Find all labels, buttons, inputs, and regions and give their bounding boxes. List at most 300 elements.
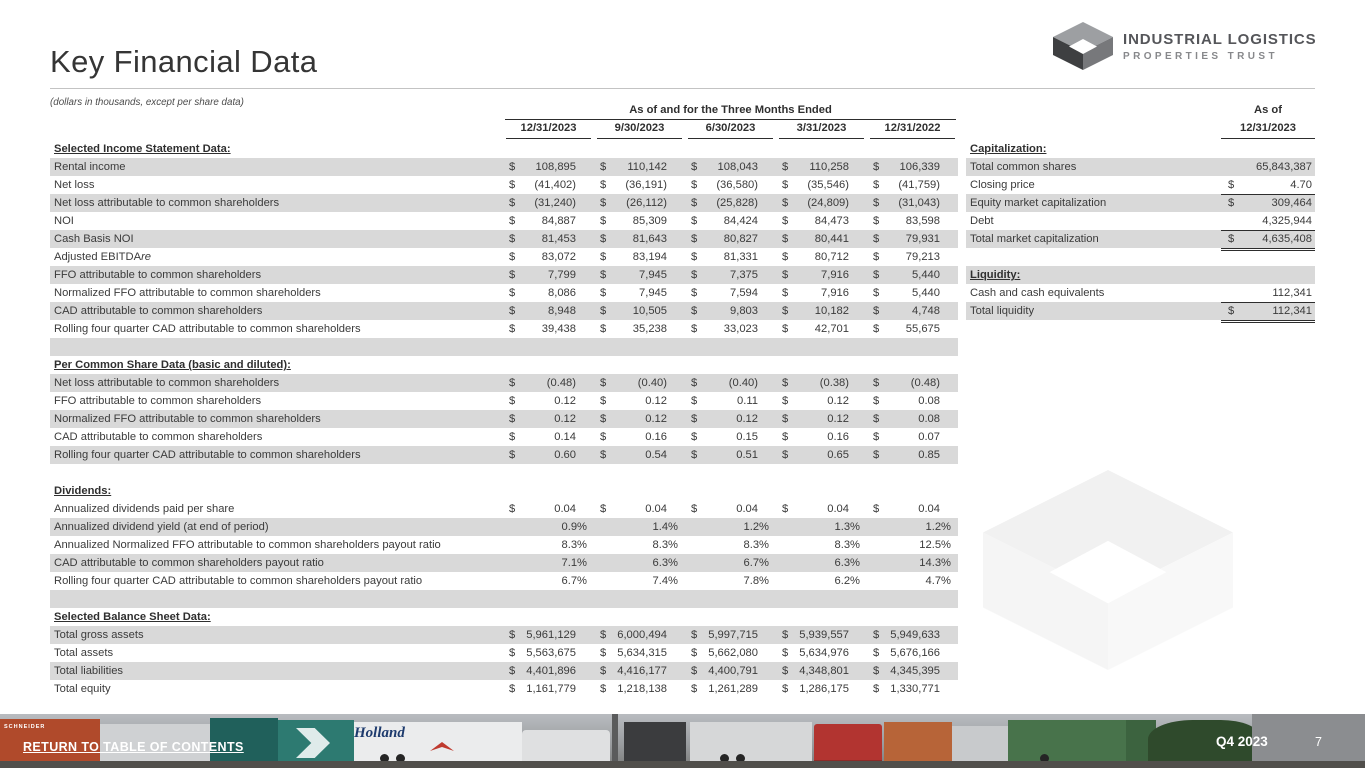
table-row bbox=[50, 626, 958, 644]
section-title: Dividends: bbox=[54, 485, 112, 497]
value: (36,580) bbox=[716, 179, 758, 191]
value-cell bbox=[685, 500, 776, 518]
dollar-sign: $ bbox=[509, 503, 516, 515]
value-cell bbox=[685, 572, 776, 590]
value-cell bbox=[867, 302, 958, 320]
value: 33,023 bbox=[723, 323, 758, 335]
value-cell bbox=[594, 626, 685, 644]
row-label: Rolling four quarter CAD attributable to common shareholders bbox=[54, 449, 361, 461]
value: (31,240) bbox=[534, 197, 576, 209]
row-label: Adjusted EBITDAre bbox=[54, 251, 152, 263]
value-cell bbox=[503, 518, 594, 536]
column-header: 3/31/2023 bbox=[779, 120, 864, 139]
value: 6.7% bbox=[743, 557, 769, 569]
logo-line1: INDUSTRIAL LOGISTICS bbox=[1123, 30, 1317, 48]
value: 6,000,494 bbox=[617, 629, 667, 641]
value: 5,939,557 bbox=[799, 629, 849, 641]
dollar-sign: $ bbox=[600, 665, 607, 677]
value-cell bbox=[594, 662, 685, 680]
value-cell bbox=[867, 518, 958, 536]
dollar-sign: $ bbox=[873, 215, 880, 227]
dollar-sign: $ bbox=[691, 251, 698, 263]
table-row bbox=[50, 374, 958, 392]
value-cell bbox=[867, 536, 958, 554]
value-cell bbox=[867, 500, 958, 518]
return-to-toc-link[interactable]: RETURN TO TABLE OF CONTENTS bbox=[23, 740, 244, 754]
schneider-brand-text: SCHNEIDER bbox=[4, 724, 46, 730]
value-cell bbox=[776, 212, 867, 230]
dollar-sign: $ bbox=[600, 233, 607, 245]
dollar-sign: $ bbox=[600, 161, 607, 173]
row-label: Rental income bbox=[54, 161, 126, 173]
value-cell bbox=[503, 680, 594, 698]
section-header-row bbox=[50, 482, 958, 500]
value: 0.04 bbox=[645, 503, 667, 515]
table-period-header: As of and for the Three Months Ended bbox=[505, 103, 956, 120]
dollar-sign: $ bbox=[873, 197, 880, 209]
value-cell bbox=[594, 572, 685, 590]
value-cell bbox=[685, 266, 776, 284]
value: 8.3% bbox=[834, 539, 860, 551]
dollar-sign: $ bbox=[782, 629, 789, 641]
value-cell bbox=[867, 266, 958, 284]
table-body bbox=[50, 140, 958, 698]
value-cell bbox=[503, 212, 594, 230]
row-label: Total gross assets bbox=[54, 629, 144, 641]
photo-building-right bbox=[1252, 714, 1365, 768]
value-cell bbox=[594, 320, 685, 338]
value-cell bbox=[776, 500, 867, 518]
dollar-sign: $ bbox=[691, 197, 698, 209]
value: 108,043 bbox=[717, 161, 758, 173]
value-cell bbox=[867, 212, 958, 230]
dollar-sign: $ bbox=[509, 305, 516, 317]
value: 1.2% bbox=[743, 521, 769, 533]
value: 5,997,715 bbox=[708, 629, 758, 641]
column-header: 9/30/2023 bbox=[597, 120, 682, 139]
value-cell bbox=[503, 500, 594, 518]
dollar-sign: $ bbox=[691, 683, 698, 695]
dollar-sign: $ bbox=[782, 665, 789, 677]
as-of-header bbox=[1221, 103, 1315, 139]
dollar-sign: $ bbox=[873, 665, 880, 677]
dollar-sign: $ bbox=[691, 215, 698, 227]
value-cell bbox=[867, 446, 958, 464]
dollar-sign: $ bbox=[1228, 179, 1235, 191]
section-header-row bbox=[966, 140, 1315, 158]
dollar-sign: $ bbox=[873, 413, 880, 425]
dollar-sign: $ bbox=[782, 161, 789, 173]
value: 0.12 bbox=[554, 395, 576, 407]
value-cell bbox=[776, 554, 867, 572]
value: 7,594 bbox=[730, 287, 758, 299]
value-cell bbox=[685, 626, 776, 644]
value: 1,218,138 bbox=[617, 683, 667, 695]
dollar-sign: $ bbox=[600, 395, 607, 407]
value-cell bbox=[685, 284, 776, 302]
value: 8.3% bbox=[561, 539, 587, 551]
value: 6.3% bbox=[652, 557, 678, 569]
value-cell bbox=[685, 536, 776, 554]
row-label: Total equity bbox=[54, 683, 111, 695]
value-cell bbox=[685, 248, 776, 266]
value: 112,341 bbox=[1272, 287, 1312, 299]
dollar-sign: $ bbox=[509, 683, 516, 695]
section-header-row bbox=[50, 356, 958, 374]
row-label: Net loss attributable to common shareholders bbox=[54, 377, 280, 389]
value: 4,348,801 bbox=[799, 665, 849, 677]
value-cell bbox=[503, 554, 594, 572]
value-cell bbox=[776, 644, 867, 662]
dollar-sign: $ bbox=[691, 629, 698, 641]
dollar-sign: $ bbox=[873, 287, 880, 299]
table-row bbox=[50, 230, 958, 248]
dollar-sign: $ bbox=[509, 233, 516, 245]
section-title: Capitalization: bbox=[970, 143, 1047, 155]
value: 5,662,080 bbox=[708, 647, 758, 659]
dollar-sign: $ bbox=[873, 269, 880, 281]
value-cell bbox=[594, 212, 685, 230]
value-cell bbox=[594, 536, 685, 554]
dollar-sign: $ bbox=[600, 179, 607, 191]
dollar-sign: $ bbox=[873, 323, 880, 335]
row-label: Equity market capitalization bbox=[970, 197, 1107, 209]
value: 81,453 bbox=[541, 233, 576, 245]
value-cell bbox=[867, 392, 958, 410]
value: 5,440 bbox=[912, 287, 940, 299]
value: 8.3% bbox=[743, 539, 769, 551]
value-cell bbox=[503, 428, 594, 446]
value: 85,309 bbox=[632, 215, 667, 227]
value: 5,961,129 bbox=[526, 629, 576, 641]
value-cell bbox=[685, 410, 776, 428]
table-row bbox=[50, 410, 958, 428]
value: 81,331 bbox=[723, 251, 758, 263]
dollar-sign: $ bbox=[600, 323, 607, 335]
value-cell bbox=[594, 266, 685, 284]
value: 0.04 bbox=[827, 503, 849, 515]
dollar-sign: $ bbox=[691, 449, 698, 461]
value: 4.7% bbox=[925, 575, 951, 587]
value: (25,828) bbox=[716, 197, 758, 209]
value-cell bbox=[503, 320, 594, 338]
column-header: 12/31/2022 bbox=[870, 120, 955, 139]
units-note: (dollars in thousands, except per share data) bbox=[50, 97, 244, 108]
value-cell bbox=[776, 374, 867, 392]
dollar-sign: $ bbox=[782, 395, 789, 407]
value-cell bbox=[867, 680, 958, 698]
value: (0.40) bbox=[728, 377, 758, 389]
table-row bbox=[50, 428, 958, 446]
value: 84,887 bbox=[541, 215, 576, 227]
value-cell bbox=[594, 158, 685, 176]
row-label: Cash and cash equivalents bbox=[970, 287, 1105, 299]
value-cell bbox=[1221, 212, 1315, 231]
value-cell bbox=[594, 302, 685, 320]
value: 10,505 bbox=[632, 305, 667, 317]
dollar-sign: $ bbox=[691, 305, 698, 317]
value: (31,043) bbox=[898, 197, 940, 209]
value: 12.5% bbox=[919, 539, 951, 551]
dollar-sign: $ bbox=[509, 179, 516, 191]
dollar-sign: $ bbox=[691, 413, 698, 425]
value: 79,213 bbox=[905, 251, 940, 263]
value: 0.16 bbox=[645, 431, 667, 443]
value-cell bbox=[776, 248, 867, 266]
value: 7,916 bbox=[821, 287, 849, 299]
dollar-sign: $ bbox=[509, 323, 516, 335]
cube-watermark-icon bbox=[983, 470, 1233, 670]
value-cell bbox=[776, 428, 867, 446]
value: 6.3% bbox=[834, 557, 860, 569]
value-cell bbox=[867, 230, 958, 248]
value: 39,438 bbox=[541, 323, 576, 335]
dollar-sign: $ bbox=[873, 251, 880, 263]
table-row bbox=[50, 536, 958, 554]
value-cell bbox=[685, 320, 776, 338]
value: 1,330,771 bbox=[890, 683, 940, 695]
section-title: Selected Income Statement Data: bbox=[54, 143, 231, 155]
dollar-sign: $ bbox=[782, 305, 789, 317]
value: 309,464 bbox=[1271, 197, 1312, 209]
cube-logo-icon bbox=[1053, 22, 1113, 70]
value-cell bbox=[867, 572, 958, 590]
value: 65,843,387 bbox=[1256, 161, 1312, 173]
row-label: Total assets bbox=[54, 647, 114, 659]
value: (41,759) bbox=[898, 179, 940, 191]
value: 1.3% bbox=[834, 521, 860, 533]
row-label: Total liquidity bbox=[970, 305, 1035, 317]
dollar-sign: $ bbox=[782, 251, 789, 263]
table-row bbox=[50, 644, 958, 662]
value: 83,072 bbox=[541, 251, 576, 263]
value: 108,895 bbox=[535, 161, 576, 173]
value: 0.08 bbox=[918, 395, 940, 407]
value-cell bbox=[685, 518, 776, 536]
dollar-sign: $ bbox=[509, 377, 516, 389]
dollar-sign: $ bbox=[782, 413, 789, 425]
value: 4.70 bbox=[1290, 179, 1312, 191]
value: (0.40) bbox=[637, 377, 667, 389]
value: 7.1% bbox=[561, 557, 587, 569]
value-cell bbox=[594, 680, 685, 698]
value: 81,643 bbox=[632, 233, 667, 245]
value-cell bbox=[867, 194, 958, 212]
value-cell bbox=[503, 284, 594, 302]
company-logo bbox=[1053, 22, 1317, 70]
dollar-sign: $ bbox=[509, 665, 516, 677]
table-row bbox=[50, 302, 958, 320]
dollar-sign: $ bbox=[782, 179, 789, 191]
value-cell bbox=[685, 554, 776, 572]
value-cell bbox=[867, 428, 958, 446]
value: 0.12 bbox=[645, 395, 667, 407]
photo-pole bbox=[612, 714, 618, 768]
dollar-sign: $ bbox=[873, 431, 880, 443]
value: 83,194 bbox=[632, 251, 667, 263]
value-cell bbox=[685, 680, 776, 698]
value-cell bbox=[503, 572, 594, 590]
table-row bbox=[50, 212, 958, 230]
dollar-sign: $ bbox=[600, 215, 607, 227]
value-cell bbox=[503, 248, 594, 266]
value: (24,809) bbox=[807, 197, 849, 209]
value-cell bbox=[594, 410, 685, 428]
value: 0.12 bbox=[827, 395, 849, 407]
dollar-sign: $ bbox=[873, 161, 880, 173]
dollar-sign: $ bbox=[600, 503, 607, 515]
table-row bbox=[966, 176, 1315, 194]
value-cell bbox=[776, 572, 867, 590]
dollar-sign: $ bbox=[873, 179, 880, 191]
value: 0.11 bbox=[737, 395, 758, 407]
value: 1,261,289 bbox=[708, 683, 758, 695]
dollar-sign: $ bbox=[782, 323, 789, 335]
row-label: FFO attributable to common shareholders bbox=[54, 269, 262, 281]
value-cell bbox=[503, 392, 594, 410]
value-cell bbox=[685, 374, 776, 392]
value: 1.2% bbox=[925, 521, 951, 533]
value: 79,931 bbox=[905, 233, 940, 245]
as-of-label: As of bbox=[1254, 104, 1282, 116]
value: 7,799 bbox=[548, 269, 576, 281]
dollar-sign: $ bbox=[1228, 197, 1235, 209]
value: 0.54 bbox=[645, 449, 667, 461]
section-title: Selected Balance Sheet Data: bbox=[54, 611, 211, 623]
section-title: Per Common Share Data (basic and diluted): bbox=[54, 359, 291, 371]
quarter-label: Q4 2023 bbox=[1216, 734, 1268, 749]
table-row bbox=[966, 284, 1315, 302]
dollar-sign: $ bbox=[509, 413, 516, 425]
spacer-row bbox=[50, 464, 958, 482]
dollar-sign: $ bbox=[509, 269, 516, 281]
dollar-sign: $ bbox=[691, 323, 698, 335]
value-cell bbox=[594, 176, 685, 194]
dollar-sign: $ bbox=[1228, 233, 1235, 245]
value: 7,945 bbox=[639, 269, 667, 281]
value: (0.48) bbox=[546, 377, 576, 389]
dollar-sign: $ bbox=[600, 413, 607, 425]
value: 8,086 bbox=[548, 287, 576, 299]
value: 0.65 bbox=[827, 449, 849, 461]
value-cell bbox=[776, 680, 867, 698]
value-cell bbox=[685, 176, 776, 194]
dollar-sign bbox=[1221, 212, 1228, 230]
value-cell bbox=[503, 626, 594, 644]
value: 8.3% bbox=[652, 539, 678, 551]
dollar-sign: $ bbox=[600, 377, 607, 389]
value: 42,701 bbox=[814, 323, 849, 335]
value: 5,949,633 bbox=[890, 629, 940, 641]
value-cell bbox=[776, 158, 867, 176]
dollar-sign: $ bbox=[1228, 305, 1235, 317]
value-cell bbox=[685, 446, 776, 464]
dollar-sign: $ bbox=[782, 269, 789, 281]
dollar-sign: $ bbox=[873, 305, 880, 317]
value: 6.7% bbox=[561, 575, 587, 587]
value: (0.48) bbox=[910, 377, 940, 389]
value: 83,598 bbox=[905, 215, 940, 227]
row-label: CAD attributable to common shareholders bbox=[54, 431, 263, 443]
dollar-sign: $ bbox=[782, 233, 789, 245]
dollar-sign: $ bbox=[600, 449, 607, 461]
dollar-sign bbox=[1221, 158, 1228, 176]
section-header-row bbox=[50, 608, 958, 626]
value: 1,286,175 bbox=[799, 683, 849, 695]
dollar-sign: $ bbox=[873, 377, 880, 389]
value-cell bbox=[776, 176, 867, 194]
value: 0.85 bbox=[918, 449, 940, 461]
table-row bbox=[50, 284, 958, 302]
value-cell bbox=[594, 230, 685, 248]
value: 8,948 bbox=[548, 305, 576, 317]
row-label: CAD attributable to common shareholders payout ratio bbox=[54, 557, 324, 569]
value: 4,416,177 bbox=[617, 665, 667, 677]
value-cell bbox=[867, 176, 958, 194]
value-cell bbox=[867, 158, 958, 176]
value-cell bbox=[594, 194, 685, 212]
dollar-sign: $ bbox=[782, 287, 789, 299]
value-cell bbox=[867, 284, 958, 302]
value-cell bbox=[594, 518, 685, 536]
value-cell bbox=[685, 302, 776, 320]
holland-brand-text: Holland bbox=[354, 725, 405, 741]
row-label: Total common shares bbox=[970, 161, 1077, 173]
dollar-sign: $ bbox=[600, 269, 607, 281]
dollar-sign: $ bbox=[509, 647, 516, 659]
value: 0.08 bbox=[918, 413, 940, 425]
value-cell bbox=[776, 302, 867, 320]
value: 0.12 bbox=[827, 413, 849, 425]
value: 5,634,315 bbox=[617, 647, 667, 659]
logo-text bbox=[1123, 31, 1317, 62]
value-cell bbox=[594, 446, 685, 464]
dollar-sign: $ bbox=[509, 251, 516, 263]
dollar-sign: $ bbox=[873, 449, 880, 461]
value-cell bbox=[776, 266, 867, 284]
value: 0.16 bbox=[827, 431, 849, 443]
dollar-sign: $ bbox=[691, 665, 698, 677]
dollar-sign: $ bbox=[509, 629, 516, 641]
value-cell bbox=[685, 428, 776, 446]
table-row bbox=[50, 518, 958, 536]
dollar-sign: $ bbox=[691, 179, 698, 191]
row-label: Net loss attributable to common shareholders bbox=[54, 197, 280, 209]
value-cell bbox=[867, 662, 958, 680]
value-cell bbox=[685, 644, 776, 662]
value-cell bbox=[503, 662, 594, 680]
dollar-sign: $ bbox=[782, 377, 789, 389]
row-label: Annualized dividend yield (at end of period) bbox=[54, 521, 269, 533]
value-cell bbox=[685, 392, 776, 410]
row-label: Rolling four quarter CAD attributable to common shareholders bbox=[54, 323, 361, 335]
row-label: Annualized Normalized FFO attributable to common shareholders payout ratio bbox=[54, 539, 441, 551]
value: 5,634,976 bbox=[799, 647, 849, 659]
table-row bbox=[50, 248, 958, 266]
dollar-sign: $ bbox=[873, 629, 880, 641]
dollar-sign: $ bbox=[600, 647, 607, 659]
value: 1,161,779 bbox=[526, 683, 576, 695]
value: 0.04 bbox=[554, 503, 576, 515]
value: 0.12 bbox=[645, 413, 667, 425]
side-table-body bbox=[966, 140, 1315, 320]
value: (41,402) bbox=[534, 179, 576, 191]
value: 35,238 bbox=[632, 323, 667, 335]
value: 1.4% bbox=[652, 521, 678, 533]
value-cell bbox=[776, 536, 867, 554]
table-row bbox=[966, 158, 1315, 176]
value: 7.8% bbox=[743, 575, 769, 587]
